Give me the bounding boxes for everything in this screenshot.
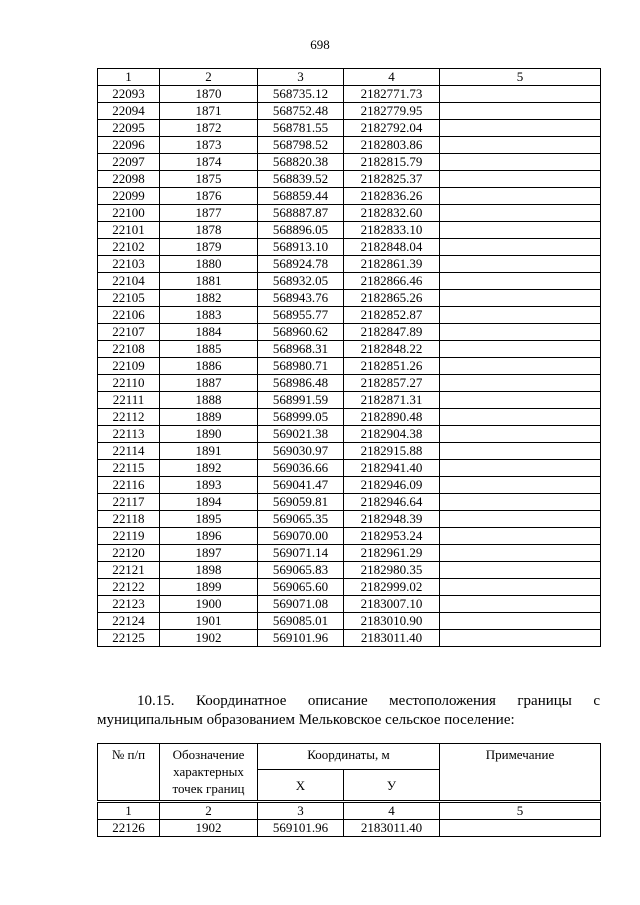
- table-cell: 1893: [160, 477, 258, 494]
- table-row: [98, 443, 601, 460]
- table-row: [98, 341, 601, 358]
- table-row: [98, 171, 601, 188]
- table-cell: 2182779.95: [344, 103, 440, 120]
- table-cell: 22117: [98, 494, 160, 511]
- table-cell: 568955.77: [258, 307, 344, 324]
- table-cell: 2182865.26: [344, 290, 440, 307]
- table-cell: 569101.96: [258, 820, 344, 837]
- column-number: 2: [160, 802, 258, 820]
- table-cell: 1886: [160, 358, 258, 375]
- table-cell: 2182848.22: [344, 341, 440, 358]
- table-cell: 1891: [160, 443, 258, 460]
- table-cell: 1887: [160, 375, 258, 392]
- table-cell: 22116: [98, 477, 160, 494]
- table-cell: 1876: [160, 188, 258, 205]
- table-cell: 22099: [98, 188, 160, 205]
- table-cell: 1888: [160, 392, 258, 409]
- table-cell: 22119: [98, 528, 160, 545]
- table-cell: 568752.48: [258, 103, 344, 120]
- table-cell: 1890: [160, 426, 258, 443]
- table-cell: 1877: [160, 205, 258, 222]
- column-number: 5: [440, 802, 601, 820]
- table-cell: [440, 307, 601, 324]
- table-cell: 568896.05: [258, 222, 344, 239]
- table-cell: [440, 443, 601, 460]
- table-cell: 22118: [98, 511, 160, 528]
- table-cell: 568924.78: [258, 256, 344, 273]
- table-cell: 22123: [98, 596, 160, 613]
- column-number: 5: [440, 69, 601, 86]
- table-row: [98, 324, 601, 341]
- table-cell: 569065.60: [258, 579, 344, 596]
- table-cell: [440, 256, 601, 273]
- table-cell: [440, 460, 601, 477]
- table-cell: 568735.12: [258, 86, 344, 103]
- table-cell: 2182803.86: [344, 137, 440, 154]
- table-row: [98, 358, 601, 375]
- table-cell: 2183011.40: [344, 820, 440, 837]
- table-cell: 568932.05: [258, 273, 344, 290]
- table-cell: 1896: [160, 528, 258, 545]
- table-cell: 22094: [98, 103, 160, 120]
- table-cell: 2182890.48: [344, 409, 440, 426]
- boundary-coordinates-table: [97, 743, 601, 837]
- table-cell: [440, 392, 601, 409]
- table-cell: 22103: [98, 256, 160, 273]
- table-cell: 22105: [98, 290, 160, 307]
- table-cell: 1883: [160, 307, 258, 324]
- table-cell: [440, 375, 601, 392]
- table-row: [98, 494, 601, 511]
- table-row: [98, 239, 601, 256]
- table-cell: 22093: [98, 86, 160, 103]
- table-cell: 22121: [98, 562, 160, 579]
- table-row: [98, 188, 601, 205]
- table-row: [98, 307, 601, 324]
- table-cell: 22114: [98, 443, 160, 460]
- table-cell: 2182915.88: [344, 443, 440, 460]
- column-number: 3: [258, 802, 344, 820]
- table-cell: 22101: [98, 222, 160, 239]
- table-row: [98, 154, 601, 171]
- page-number: 698: [310, 37, 330, 52]
- table-cell: 1872: [160, 120, 258, 137]
- table-cell: 568839.52: [258, 171, 344, 188]
- table-cell: [440, 426, 601, 443]
- table-cell: [440, 154, 601, 171]
- table-row: [98, 375, 601, 392]
- table-row: [98, 613, 601, 630]
- table-cell: 22106: [98, 307, 160, 324]
- table-cell: [440, 188, 601, 205]
- table-cell: 2182792.04: [344, 120, 440, 137]
- column-number: 4: [344, 802, 440, 820]
- table-cell: 22113: [98, 426, 160, 443]
- table-cell: 22107: [98, 324, 160, 341]
- table-cell: 2182999.02: [344, 579, 440, 596]
- table-cell: 1873: [160, 137, 258, 154]
- table-row: [98, 86, 601, 103]
- table-cell: 569071.14: [258, 545, 344, 562]
- column-number: 2: [160, 69, 258, 86]
- table-cell: 2183007.10: [344, 596, 440, 613]
- table-row: [98, 528, 601, 545]
- table-cell: [440, 358, 601, 375]
- table-row: [98, 630, 601, 647]
- table-cell: 1902: [160, 820, 258, 837]
- table-cell: 568991.59: [258, 392, 344, 409]
- table-cell: 1899: [160, 579, 258, 596]
- table-cell: 2182861.39: [344, 256, 440, 273]
- table-cell: 2182904.38: [344, 426, 440, 443]
- table-cell: 569041.47: [258, 477, 344, 494]
- table-cell: [440, 409, 601, 426]
- table-row: [98, 103, 601, 120]
- table-cell: 1882: [160, 290, 258, 307]
- table-cell: 22126: [98, 820, 160, 837]
- table-cell: 1884: [160, 324, 258, 341]
- table-row: [98, 409, 601, 426]
- table-row: [98, 205, 601, 222]
- table-cell: 2182847.89: [344, 324, 440, 341]
- table-cell: 1900: [160, 596, 258, 613]
- table-row: [98, 137, 601, 154]
- table-row: [98, 562, 601, 579]
- table-cell: 22097: [98, 154, 160, 171]
- table-row: [98, 511, 601, 528]
- table-cell: [440, 205, 601, 222]
- table-cell: 1871: [160, 103, 258, 120]
- table-cell: 568820.38: [258, 154, 344, 171]
- table-cell: [440, 528, 601, 545]
- table-cell: 569065.35: [258, 511, 344, 528]
- table-cell: 1881: [160, 273, 258, 290]
- table-cell: 1902: [160, 630, 258, 647]
- table-cell: 568999.05: [258, 409, 344, 426]
- table-cell: [440, 86, 601, 103]
- table-cell: 2182825.37: [344, 171, 440, 188]
- table-cell: 568781.55: [258, 120, 344, 137]
- table-row: [98, 426, 601, 443]
- table-cell: 2182833.10: [344, 222, 440, 239]
- table-cell: 1874: [160, 154, 258, 171]
- table-cell: [440, 324, 601, 341]
- table-cell: 22120: [98, 545, 160, 562]
- table-cell: 1878: [160, 222, 258, 239]
- table-cell: [440, 273, 601, 290]
- table-cell: 568986.48: [258, 375, 344, 392]
- table-cell: 568980.71: [258, 358, 344, 375]
- table-cell: 1870: [160, 86, 258, 103]
- table-cell: 1897: [160, 545, 258, 562]
- table-cell: 1880: [160, 256, 258, 273]
- table-row: [98, 120, 601, 137]
- table-cell: 22115: [98, 460, 160, 477]
- table-cell: 22112: [98, 409, 160, 426]
- table-cell: 1879: [160, 239, 258, 256]
- table-row: [98, 579, 601, 596]
- table-cell: 22096: [98, 137, 160, 154]
- column-number: 4: [344, 69, 440, 86]
- table-cell: 568798.52: [258, 137, 344, 154]
- table-cell: [440, 341, 601, 358]
- table-cell: 22109: [98, 358, 160, 375]
- table-row: [98, 596, 601, 613]
- table-row: [98, 256, 601, 273]
- table-cell: 2182946.64: [344, 494, 440, 511]
- table-cell: 2182851.26: [344, 358, 440, 375]
- table-cell: 2182848.04: [344, 239, 440, 256]
- table-cell: 22104: [98, 273, 160, 290]
- table-cell: [440, 579, 601, 596]
- header-designation: Обозначение характерных точек границ: [160, 744, 258, 802]
- table-cell: 2182961.29: [344, 545, 440, 562]
- table-row: [98, 820, 601, 837]
- table-cell: 2182832.60: [344, 205, 440, 222]
- table-cell: 2182953.24: [344, 528, 440, 545]
- table-cell: [440, 562, 601, 579]
- table-cell: 1898: [160, 562, 258, 579]
- table-cell: 569065.83: [258, 562, 344, 579]
- table-row: [98, 545, 601, 562]
- table-cell: 569021.38: [258, 426, 344, 443]
- table-cell: 22095: [98, 120, 160, 137]
- table-row: [98, 290, 601, 307]
- table-cell: 22102: [98, 239, 160, 256]
- header-number: № п/п: [98, 744, 160, 802]
- table-cell: 569036.66: [258, 460, 344, 477]
- section-heading-line-2: муниципальным образованием Мельковское сельское поселение:: [97, 712, 515, 728]
- table-row: [98, 477, 601, 494]
- table-cell: 2182871.31: [344, 392, 440, 409]
- table-cell: 2182815.79: [344, 154, 440, 171]
- table-cell: [440, 222, 601, 239]
- table-cell: 568960.62: [258, 324, 344, 341]
- table-cell: [440, 820, 601, 837]
- column-number: 1: [98, 69, 160, 86]
- table-cell: 568968.31: [258, 341, 344, 358]
- table-cell: [440, 120, 601, 137]
- table-row: [98, 222, 601, 239]
- table-row: [98, 273, 601, 290]
- table-cell: [440, 494, 601, 511]
- table-cell: 22100: [98, 205, 160, 222]
- table-cell: [440, 630, 601, 647]
- table-cell: [440, 137, 601, 154]
- column-number: 1: [98, 802, 160, 820]
- header-x: X: [258, 770, 344, 802]
- table-cell: 2183010.90: [344, 613, 440, 630]
- table-cell: [440, 239, 601, 256]
- table-cell: [440, 477, 601, 494]
- table-cell: 2182857.27: [344, 375, 440, 392]
- table-cell: 2182866.46: [344, 273, 440, 290]
- table-cell: 1885: [160, 341, 258, 358]
- header-y: У: [344, 770, 440, 802]
- table-cell: [440, 545, 601, 562]
- table-cell: 569030.97: [258, 443, 344, 460]
- table-row: [98, 392, 601, 409]
- table-cell: 568943.76: [258, 290, 344, 307]
- table-row: [98, 460, 601, 477]
- table-cell: 1901: [160, 613, 258, 630]
- table-cell: 568859.44: [258, 188, 344, 205]
- table-cell: 2183011.40: [344, 630, 440, 647]
- table-cell: 2182836.26: [344, 188, 440, 205]
- table-cell: 22125: [98, 630, 160, 647]
- table-cell: 1892: [160, 460, 258, 477]
- table-cell: [440, 511, 601, 528]
- section-heading-line-1: 10.15. Координатное описание местоположения границы с: [137, 693, 600, 709]
- table-cell: [440, 613, 601, 630]
- table-cell: 1894: [160, 494, 258, 511]
- header-coordinates: Координаты, м: [258, 744, 440, 770]
- table-cell: 569101.96: [258, 630, 344, 647]
- table-cell: [440, 290, 601, 307]
- table-cell: 569071.08: [258, 596, 344, 613]
- table-cell: 22110: [98, 375, 160, 392]
- table-cell: 2182948.39: [344, 511, 440, 528]
- table-cell: 2182771.73: [344, 86, 440, 103]
- table-cell: 1875: [160, 171, 258, 188]
- table-cell: 2182941.40: [344, 460, 440, 477]
- table-cell: 569085.01: [258, 613, 344, 630]
- table-cell: 2182852.87: [344, 307, 440, 324]
- table-cell: [440, 171, 601, 188]
- column-number-row: [98, 69, 601, 86]
- table-cell: 2182946.09: [344, 477, 440, 494]
- table-cell: 2182980.35: [344, 562, 440, 579]
- table-cell: 22108: [98, 341, 160, 358]
- table-cell: [440, 103, 601, 120]
- coordinates-table: [97, 68, 601, 647]
- column-number: 3: [258, 69, 344, 86]
- table-cell: 568887.87: [258, 205, 344, 222]
- table-cell: 22111: [98, 392, 160, 409]
- header-note: Примечание: [440, 744, 601, 802]
- table-cell: [440, 596, 601, 613]
- table-cell: 569070.00: [258, 528, 344, 545]
- table-cell: 22098: [98, 171, 160, 188]
- table-cell: 1889: [160, 409, 258, 426]
- table-cell: 568913.10: [258, 239, 344, 256]
- table-cell: 569059.81: [258, 494, 344, 511]
- table-cell: 22124: [98, 613, 160, 630]
- table-cell: 22122: [98, 579, 160, 596]
- table-cell: 1895: [160, 511, 258, 528]
